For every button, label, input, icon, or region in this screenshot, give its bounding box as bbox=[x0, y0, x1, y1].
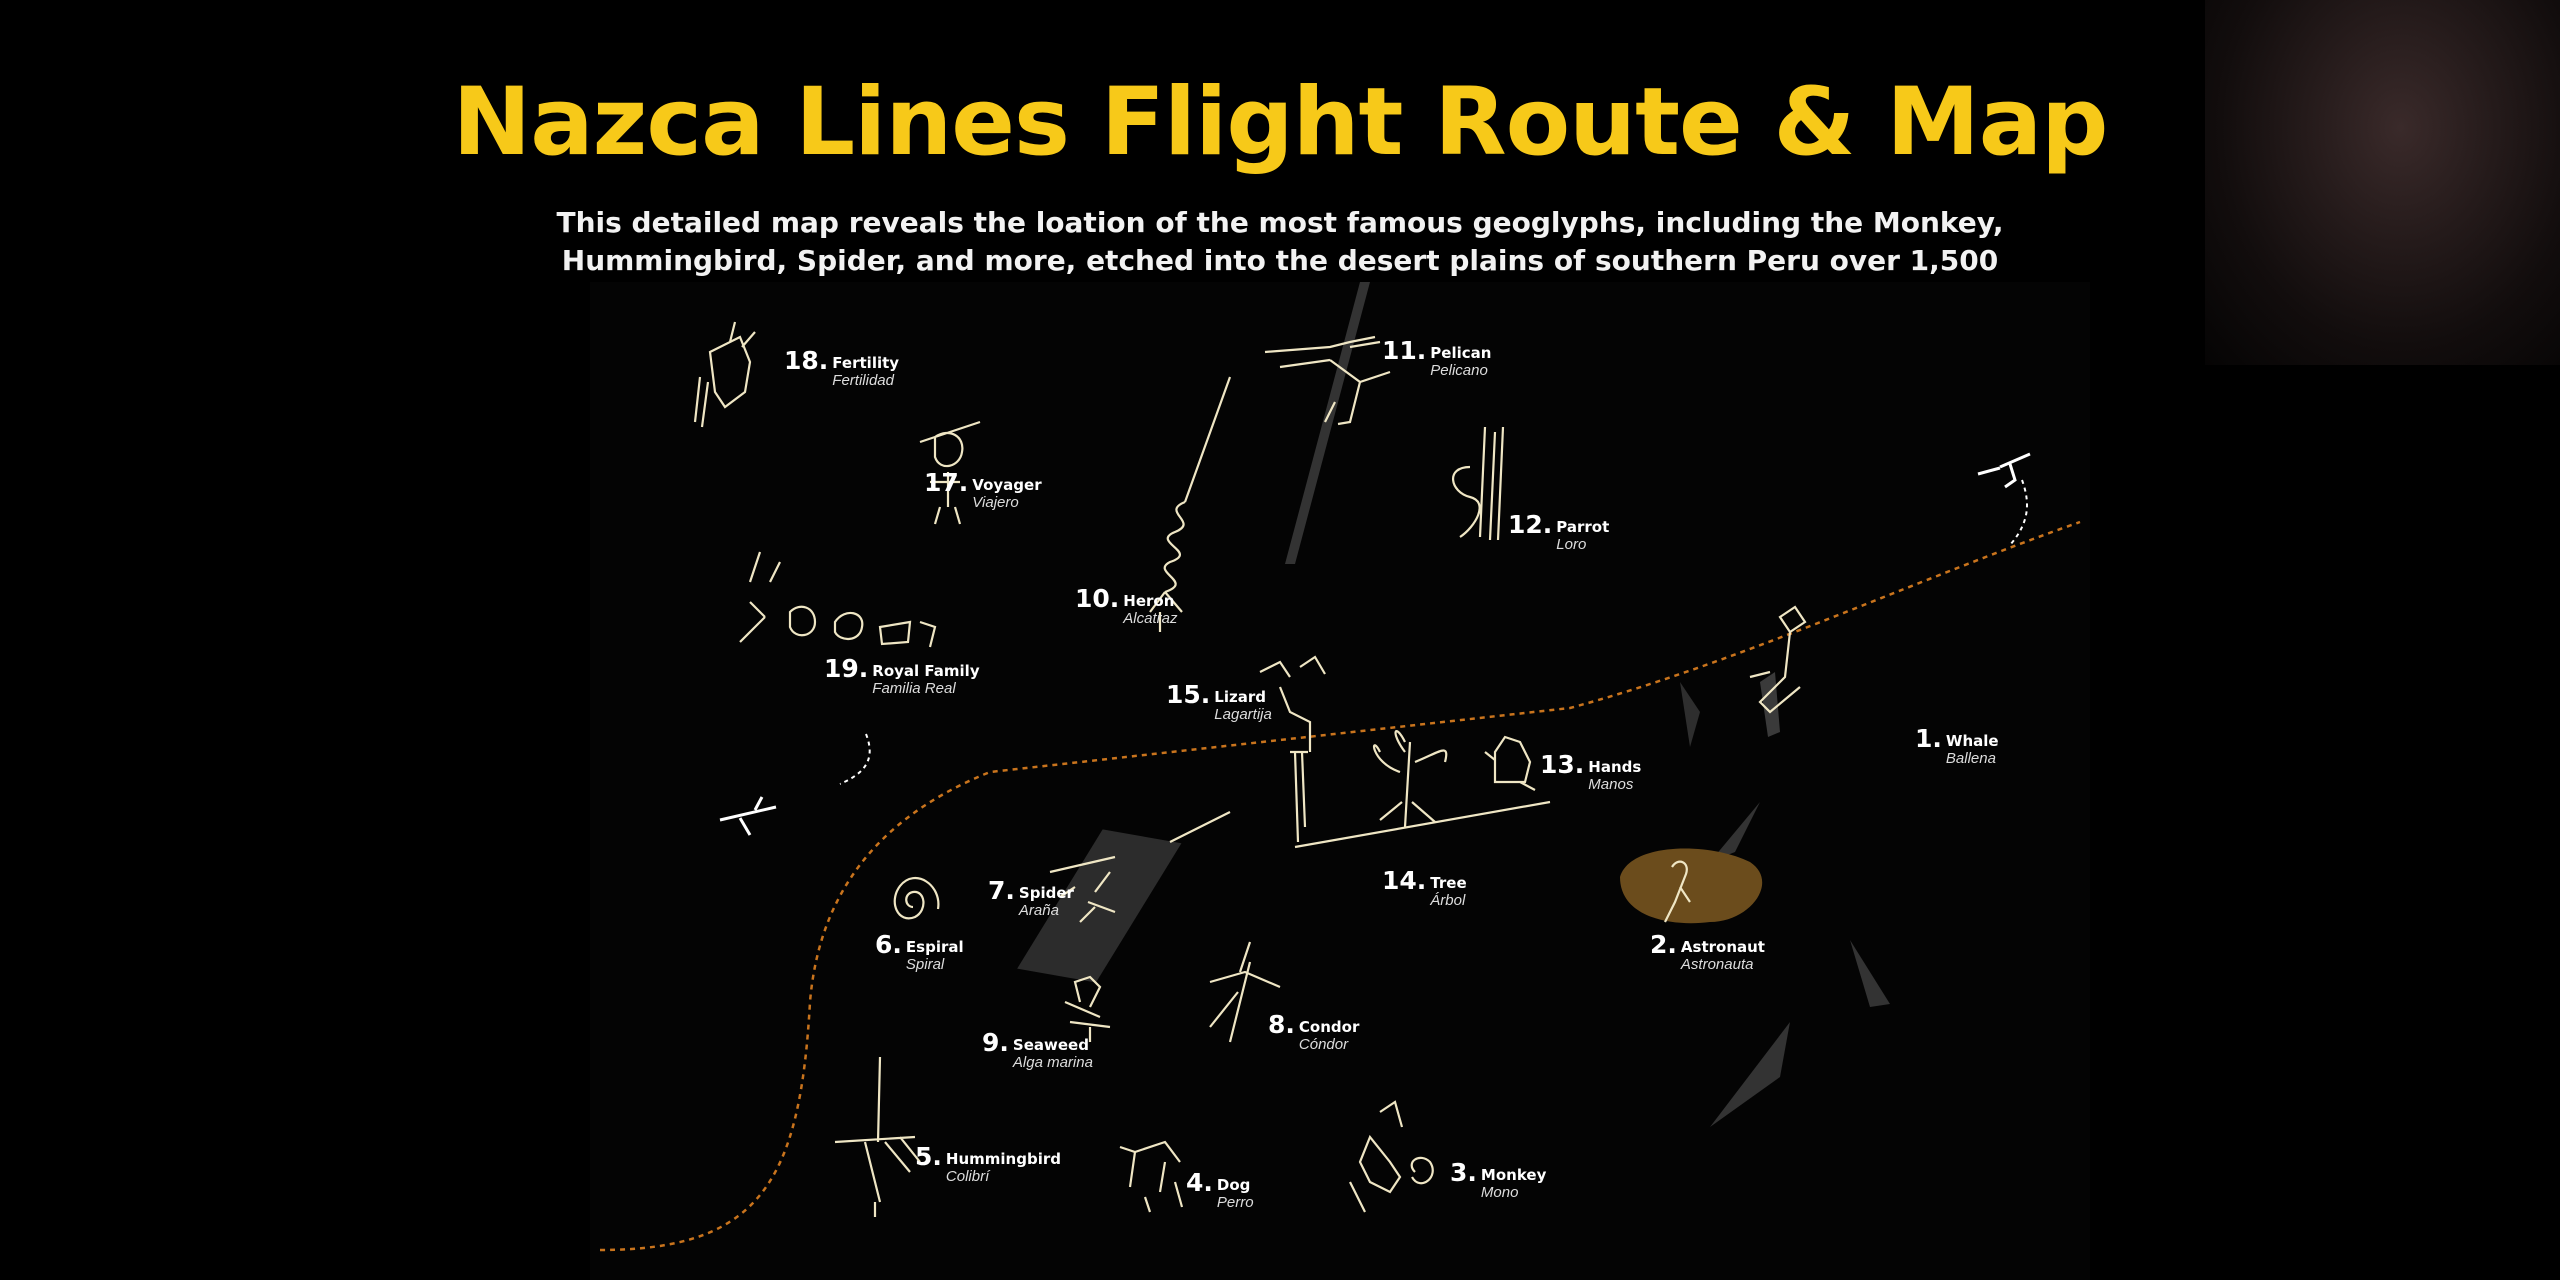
airplane-icon bbox=[720, 797, 776, 835]
site-label-royal-family: 19. Royal Family Familia Real bbox=[824, 654, 980, 697]
glyphs bbox=[695, 322, 2030, 1217]
site-label-tree: 14. Tree Árbol bbox=[1382, 866, 1467, 909]
site-label-fertility: 18. Fertility Fertilidad bbox=[784, 346, 900, 389]
gray-triangle-4 bbox=[1710, 1022, 1790, 1127]
site-label-spider: 7. Spider Araña bbox=[988, 876, 1074, 919]
page-title: Nazca Lines Flight Route & Map bbox=[452, 68, 2108, 177]
astronaut-hill bbox=[1620, 848, 1762, 923]
site-label-voyager: 17. Voyager Viajero bbox=[924, 468, 1042, 511]
site-label-parrot: 12. Parrot Loro bbox=[1508, 510, 1610, 553]
gray-triangle-3 bbox=[1850, 940, 1890, 1007]
whale-glyph bbox=[1750, 607, 1805, 712]
site-label-espiral: 6. Espiral Spiral bbox=[875, 930, 964, 973]
corner-photo bbox=[2205, 0, 2560, 365]
flight-route-line bbox=[600, 522, 2080, 1250]
site-label-dog: 4. Dog Perro bbox=[1186, 1168, 1254, 1211]
nazca-map[interactable] bbox=[590, 282, 2090, 1280]
map-drawing bbox=[590, 282, 2090, 1280]
parrot-glyph bbox=[1453, 427, 1503, 540]
site-label-heron: 10. Heron Alcatraz bbox=[1075, 584, 1178, 627]
royal-family-glyph bbox=[740, 552, 935, 647]
hummingbird-glyph bbox=[835, 1057, 920, 1217]
spiral-glyph bbox=[895, 878, 939, 918]
site-label-seaweed: 9. Seaweed Alga marina bbox=[982, 1028, 1093, 1071]
subtitle-line-1: This detailed map reveals the loation of the most famous geoglyphs, including the Monkey, bbox=[556, 206, 2004, 239]
subtitle-line-2: Hummingbird, Spider, and more, etched into the desert plains of southern Peru over 1,500 bbox=[561, 244, 1999, 277]
site-label-hummingbird: 5. Hummingbird Colibrí bbox=[915, 1142, 1061, 1185]
site-label-whale: 1. Whale Ballena bbox=[1915, 724, 1999, 767]
hands-glyph bbox=[1485, 737, 1535, 790]
site-label-condor: 8. Condor Cóndor bbox=[1268, 1010, 1360, 1053]
dog-glyph bbox=[1120, 1142, 1182, 1212]
curved-arrow-icon bbox=[2010, 480, 2027, 545]
site-label-lizard: 15. Lizard Lagartija bbox=[1166, 680, 1272, 723]
site-label-pelican: 11. Pelican Pelicano bbox=[1382, 336, 1492, 379]
fertility-glyph bbox=[695, 322, 755, 427]
site-label-monkey: 3. Monkey Mono bbox=[1450, 1158, 1547, 1201]
site-label-astronaut: 2. Astronaut Astronauta bbox=[1650, 930, 1765, 973]
curved-arrow-icon bbox=[840, 734, 870, 784]
heron-runway-line bbox=[1285, 282, 1370, 564]
site-label-hands: 13. Hands Manos bbox=[1540, 750, 1642, 793]
tree-glyph bbox=[1295, 731, 1550, 847]
monkey-glyph bbox=[1350, 1102, 1433, 1212]
gray-triangle-1 bbox=[1680, 682, 1700, 747]
